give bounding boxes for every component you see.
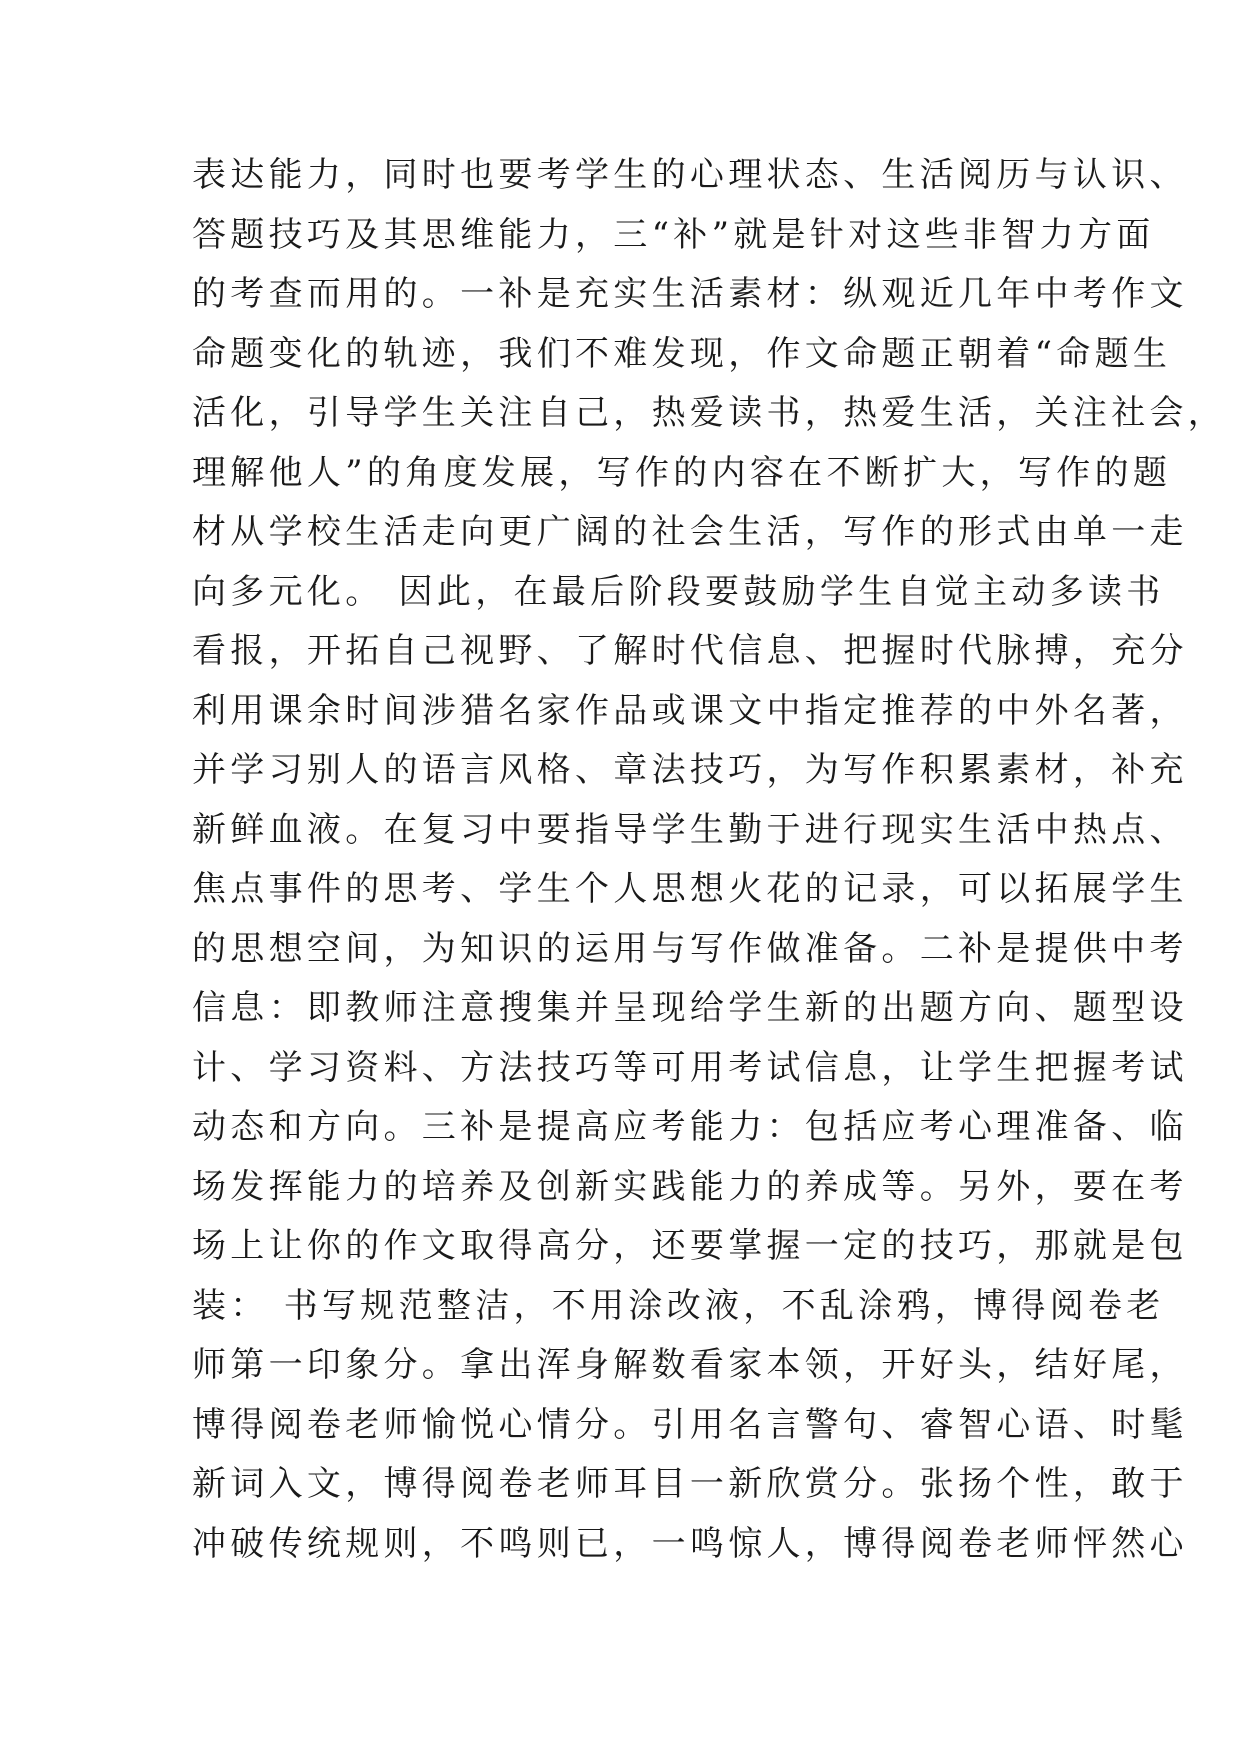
text-line: 计、学习资料、方法技巧等可用考试信息，让学生把握考试 — [192, 1047, 1188, 1088]
text-line: 场上让你的作文取得高分，还要掌握一定的技巧，那就是包 — [192, 1226, 1188, 1266]
text-line: 新词入文，博得阅卷老师耳目一新欣赏分。张扬个性，敢于 — [192, 1464, 1188, 1504]
text-line: 表达能力，同时也要考学生的心理状态、生活阅历与认识、 — [192, 155, 1188, 195]
text-line: 看报，开拓自己视野、了解时代信息、把握时代脉搏，充分 — [192, 631, 1188, 671]
text-line: 答题技巧及其思维能力，三“补”就是针对这些非智力方面 — [192, 214, 1155, 255]
text-line: 装： 书写规范整洁，不用涂改液，不乱涂鸦，博得阅卷老 — [192, 1285, 1165, 1326]
text-line: 并学习别人的语言风格、章法技巧，为写作积累素材，补充 — [192, 750, 1188, 790]
text-line: 的思想空间，为知识的运用与写作做准备。二补是提供中考 — [192, 928, 1188, 969]
text-line: 焦点事件的思考、学生个人思想火花的记录，可以拓展学生 — [192, 869, 1188, 909]
text-line: 理解他人”的角度发展，写作的内容在不断扩大，写作的题 — [192, 452, 1172, 493]
text-line: 命题变化的轨迹，我们不难发现，作文命题正朝着“命题生 — [192, 333, 1172, 374]
text-line: 新鲜血液。在复习中要指导学生勤于进行现实生活中热点、 — [192, 809, 1188, 850]
text-line: 利用课余时间涉猎名家作品或课文中指定推荐的中外名著， — [192, 690, 1188, 731]
body-text — [192, 146, 1227, 1574]
text-line: 向多元化。 因此，在最后阶段要鼓励学生自觉主动多读书 — [192, 571, 1165, 612]
text-line: 活化，引导学生关注自己，热爱读书，热爱生活，关注社会， — [192, 393, 1227, 433]
text-line: 师第一印象分。拿出浑身解数看家本领，开好头，结好尾， — [192, 1345, 1188, 1385]
text-line: 的考查而用的。一补是充实生活素材：纵观近几年中考作文 — [192, 274, 1188, 314]
text-line: 材从学校生活走向更广阔的社会生活，写作的形式由单一走 — [192, 512, 1188, 552]
text-line: 动态和方向。三补是提高应考能力：包括应考心理准备、临 — [192, 1107, 1188, 1147]
text-line: 冲破传统规则，不鸣则已，一鸣惊人，博得阅卷老师怦然心 — [192, 1523, 1188, 1564]
text-line: 场发挥能力的培养及创新实践能力的养成等。另外，要在考 — [192, 1166, 1188, 1207]
text-line: 博得阅卷老师愉悦心情分。引用名言警句、睿智心语、时髦 — [192, 1404, 1188, 1445]
text-line: 信息：即教师注意搜集并呈现给学生新的出题方向、题型设 — [192, 988, 1188, 1028]
